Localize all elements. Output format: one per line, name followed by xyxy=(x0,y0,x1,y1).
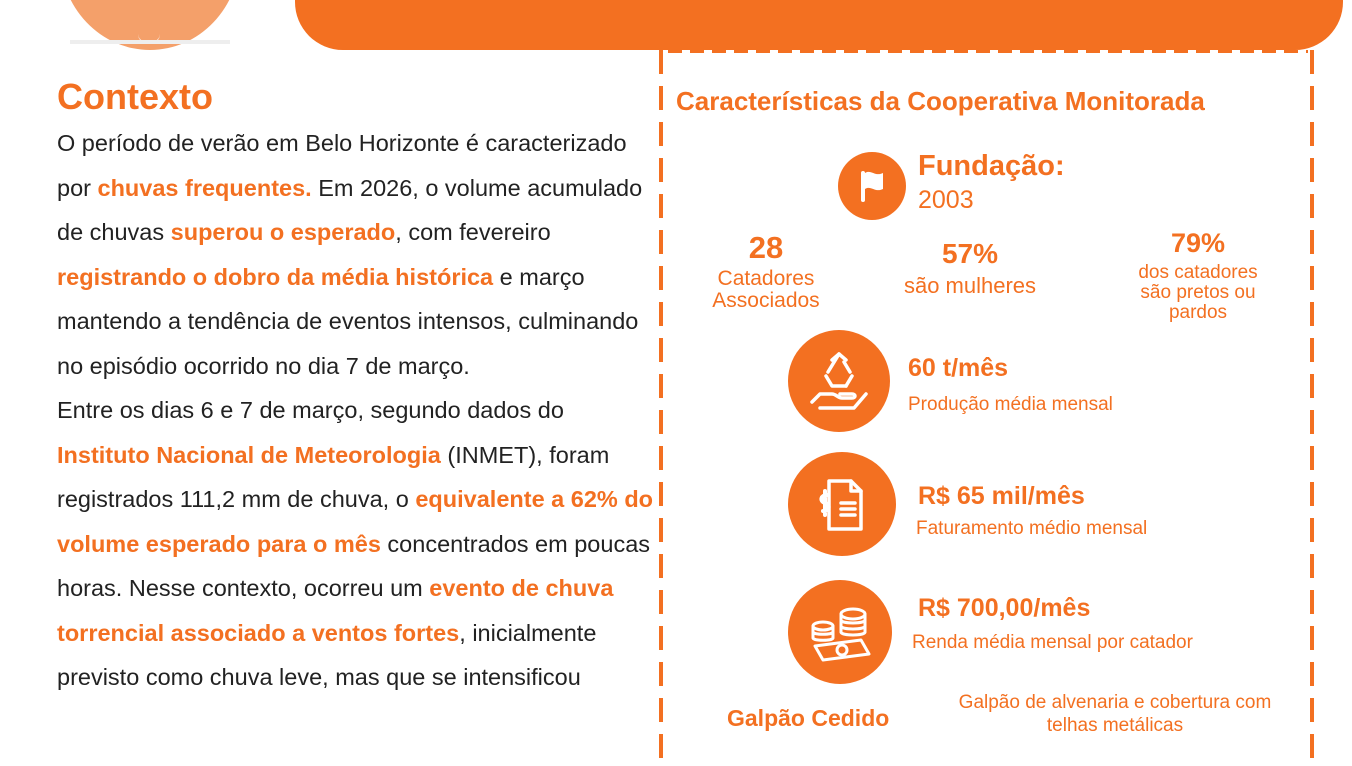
highlighted-text: registrando o dobro da média histórica xyxy=(57,263,494,290)
stat-associates xyxy=(686,230,846,312)
body-text: concentrados em poucas horas. Nesse contexto, ocorreu um xyxy=(57,530,651,601)
column-divider xyxy=(659,50,663,766)
flag-icon xyxy=(838,152,906,220)
foundation-year: 2003 xyxy=(918,186,974,214)
stat-race-value: 79% xyxy=(1170,228,1226,258)
context-paragraph-2 xyxy=(57,397,653,690)
invoice-dollar-icon xyxy=(788,452,896,556)
highlighted-text: equivalente a 62% do volume esperado para o mês xyxy=(57,486,654,557)
foundation-label: Fundação: xyxy=(918,150,1065,182)
context-title: Contexto xyxy=(57,76,213,117)
right-border xyxy=(1310,50,1314,766)
production-label: Produção média mensal xyxy=(908,394,1113,415)
revenue-label: Faturamento médio mensal xyxy=(916,518,1148,539)
highlighted-text: Instituto Nacional de Meteorologia xyxy=(57,441,441,468)
coins-money-icon xyxy=(788,580,892,684)
recycle-hand-icon xyxy=(788,330,890,432)
body-text: (INMET), foram registrados 111,2 mm de chuva, o xyxy=(57,441,610,512)
header-banner xyxy=(295,0,1343,50)
right-top-border xyxy=(668,50,1308,53)
body-text: Em 2026, o volume acumulado de chuvas xyxy=(57,174,643,245)
body-text: Entre os dias 6 e 7 de março, segundo dados do xyxy=(57,397,564,423)
body-text: , com fevereiro xyxy=(395,219,551,245)
body-text: , inicialmente previsto como chuva leve, mas que se intensificou xyxy=(57,619,597,690)
income-label: Renda média mensal por catador xyxy=(912,632,1193,653)
body-text: O período de verão em Belo Horizonte é caracterizado por xyxy=(57,130,627,201)
context-paragraph-1 xyxy=(57,130,642,379)
stat-race-text: dos catadores são pretos ou pardos xyxy=(1138,262,1258,323)
highlighted-text: superou o esperado xyxy=(170,219,396,245)
cooperative-title: Características da Cooperativa Monitorada xyxy=(676,86,1205,116)
stat-women xyxy=(890,238,1050,297)
income-value: R$ 700,00/mês xyxy=(918,594,1091,622)
warehouse-description: Galpão de alvenaria e cobertura com telhas metálicas xyxy=(958,692,1272,736)
warehouse-title: Galpão Cedido xyxy=(727,705,890,731)
revenue-value: R$ 65 mil/mês xyxy=(918,482,1085,510)
highlighted-text: evento de chuva torrencial associado a ventos fortes xyxy=(57,575,614,646)
stat-associates-text: Catadores Associados xyxy=(712,267,820,313)
body-text: e março mantendo a tendência de eventos intensos, culminando no episódio ocorrido no dia 7 de março. xyxy=(57,263,639,379)
production-value: 60 t/mês xyxy=(908,354,1009,382)
stat-women-text: são mulheres xyxy=(903,273,1037,298)
stat-women-value: 57% xyxy=(941,238,999,269)
logo-divider xyxy=(70,40,230,44)
stat-associates-value: 28 xyxy=(748,230,784,265)
highlighted-text: chuvas frequentes. xyxy=(97,174,312,201)
context-body xyxy=(57,121,657,700)
stat-race xyxy=(1118,228,1278,323)
